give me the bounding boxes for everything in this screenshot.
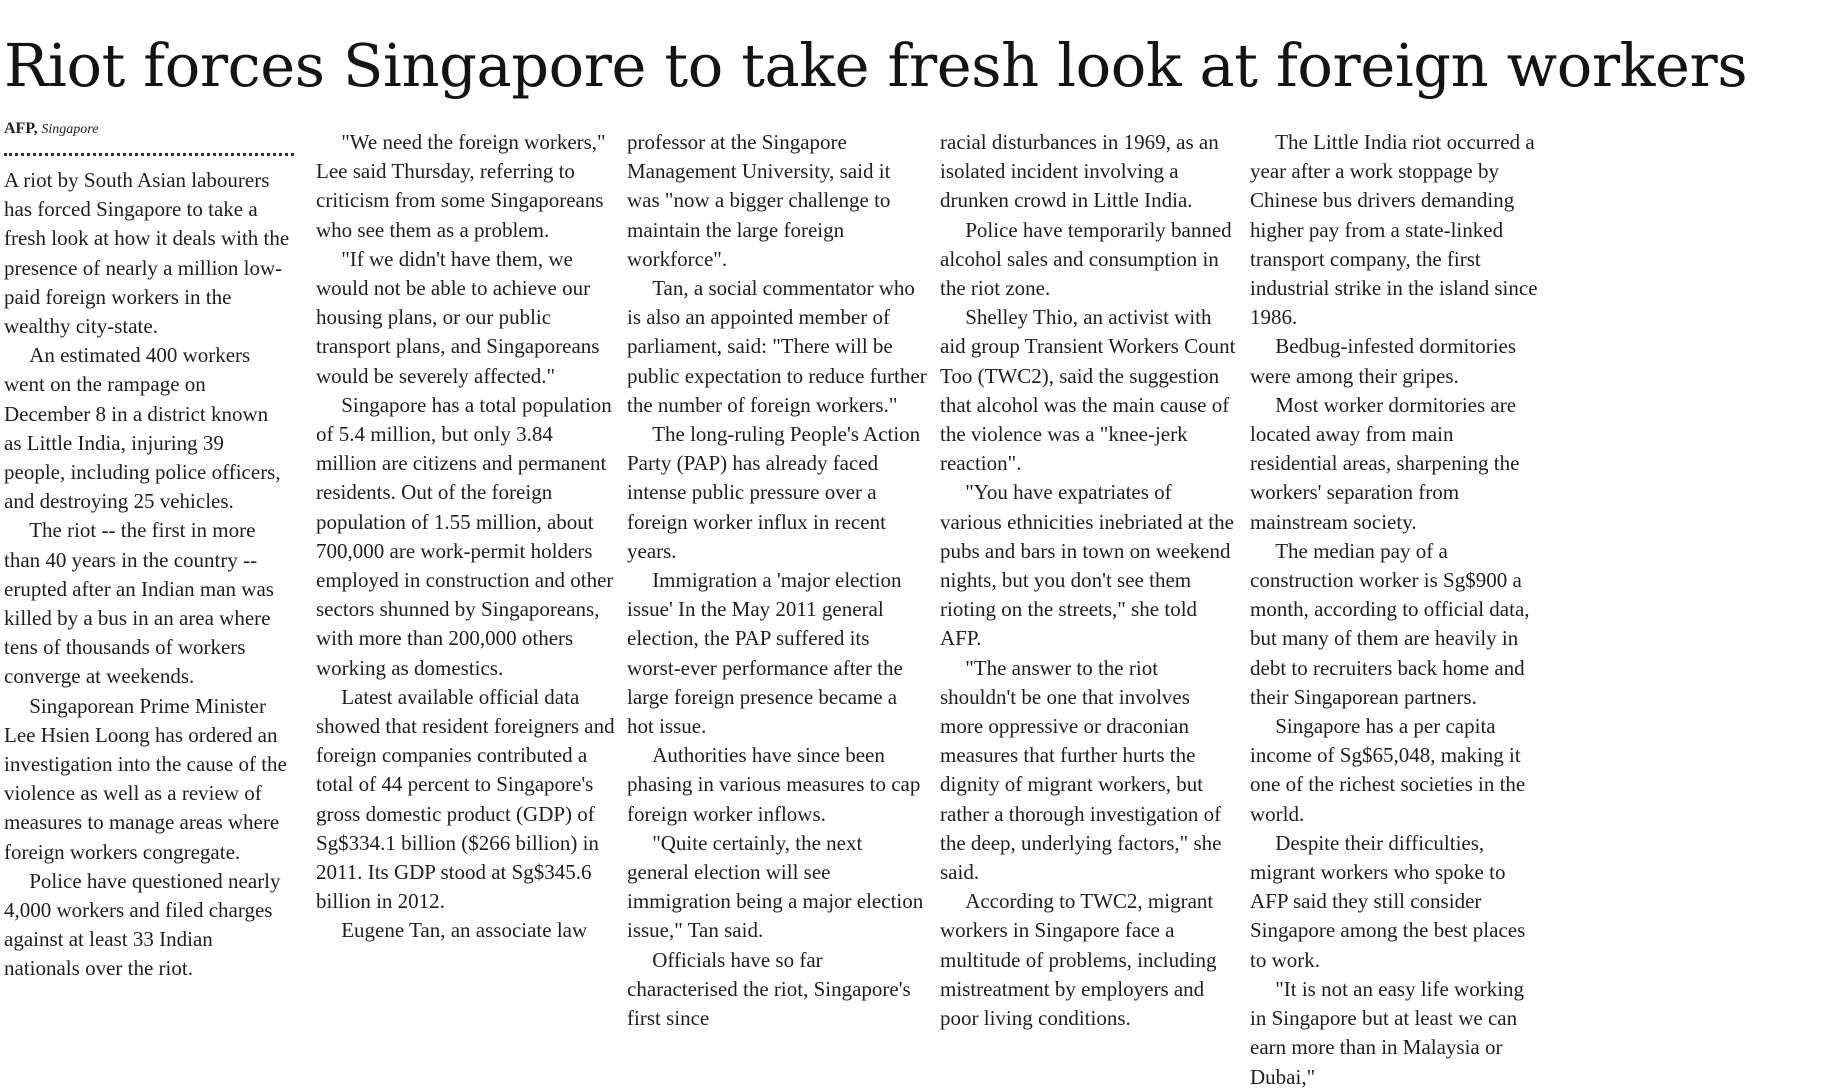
paragraph: Singapore has a per capita income of Sg$65,048, making it one of the richest societies in the world.	[1250, 714, 1526, 826]
paragraph: Tan, a social commentator who is also an appointed member of parliament, said: "There will be public expectation to reduce further the number of foreign workers."	[627, 276, 927, 417]
paragraph: An estimated 400 workers went on the rampage on December 8 in a district known as Little India, injuring 39 people, including police officers, and destroying 25 vehicles.	[4, 343, 281, 514]
byline-divider	[4, 143, 294, 156]
paragraph: Officials have so far characterised the riot, Singapore's first since	[627, 947, 911, 1031]
article-column-3	[627, 128, 927, 1031]
paragraph: According to TWC2, migrant workers in Singapore face a multitude of problems, including mistreatment by employers and poor living conditions.	[940, 889, 1217, 1031]
byline-agency: AFP,	[4, 120, 38, 137]
paragraph: The Little India riot occurred a year after a work stoppage by Chinese bus drivers demanding higher pay from a state-linked transport company, the first industrial strike in the island since 1986.	[1250, 130, 1538, 330]
headline: Riot forces Singapore to take fresh look at foreign workers	[4, 31, 1748, 100]
paragraph: The median pay of a construction worker is Sg$900 a month, according to official data, but many of them are heavily in debt to recruiters back home and their Singaporean partners.	[1250, 538, 1530, 709]
article-column-2	[316, 128, 616, 943]
paragraph: Most worker dormitories are located away from main residential areas, sharpening the workers' separation from mainstream society.	[1250, 392, 1520, 534]
paragraph: Police have questioned nearly 4,000 workers and filed charges against at least 33 Indian nationals over the riot.	[4, 868, 281, 981]
article-column-1	[4, 116, 290, 981]
byline-place: Singapore	[41, 122, 99, 137]
paragraph: Despite their difficulties, migrant workers who spoke to AFP said they still consider Singapore among the best places to work.	[1250, 830, 1526, 972]
paragraph: Authorities have since been phasing in various measures to cap foreign worker inflows.	[627, 743, 921, 826]
paragraph: "It is not an easy life working in Singapore but at least we can earn more than in Malaysia or Dubai,"	[1250, 976, 1525, 1089]
article-column-5	[1250, 128, 1542, 1089]
paragraph: "The answer to the riot shouldn't be one that involves more oppressive or draconian measures that further hurts the dignity of migrant workers, but rather a thorough investigation of the deep, underlying factors," she said.	[940, 655, 1222, 885]
paragraph: Singapore has a total population of 5.4 million, but only 3.84 million are citizens and permanent residents. Out of the foreign population of 1.55 million, about 700,000 are work-permit holders employed in construction and other sectors shunned by Singaporeans, with more than 200,000 others working as domestics.	[316, 392, 614, 680]
paragraph: Bedbug-infested dormitories were among their gripes.	[1250, 334, 1517, 388]
paragraph: "Quite certainly, the next general election will see immigration being a major election issue," Tan said.	[627, 830, 924, 943]
paragraph: Police have temporarily banned alcohol sales and consumption in the riot zone.	[940, 217, 1232, 301]
byline	[4, 116, 290, 143]
article-column-4	[940, 128, 1236, 1031]
paragraph: Singaporean Prime Minister Lee Hsien Loong has ordered an investigation into the cause of the violence as well as a review of measures to manage areas where foreign workers congregate.	[4, 693, 287, 864]
paragraph: "You have expatriates of various ethnicities inebriated at the pubs and bars in town on weekend nights, but you don't see them rioting on the streets," she told AFP.	[940, 480, 1234, 651]
paragraph: A riot by South Asian labourers has forced Singapore to take a fresh look at how it deals with the presence of nearly a million low-paid foreign workers in the wealthy city-state.	[4, 168, 290, 339]
paragraph: Latest available official data showed that resident foreigners and foreign companies contributed a total of 44 percent to Singapore's gross domestic product (GDP) of Sg$334.1 billion ($266 billion) in 2011. Its GDP stood at Sg$345.6 billion in 2012.	[316, 684, 615, 914]
paragraph: racial disturbances in 1969, as an isolated incident involving a drunken crowd in Little India.	[940, 130, 1219, 213]
paragraph: Shelley Thio, an activist with aid group Transient Workers Count Too (TWC2), said the suggestion that alcohol was the main cause of the violence was a "knee-jerk reaction".	[940, 305, 1236, 476]
paragraph: The riot -- the first in more than 40 years in the country -- erupted after an Indian man was killed by a bus in an area where tens of thousands of workers converge at weekends.	[4, 518, 274, 689]
paragraph: "If we didn't have them, we would not be able to achieve our housing plans, or our public transport plans, and Singaporeans would be severely affected."	[316, 246, 600, 388]
paragraph: "We need the foreign workers," Lee said Thursday, referring to criticism from some Singaporeans who see them as a problem.	[316, 130, 606, 242]
paragraph: professor at the Singapore Management University, said it was "now a bigger challenge to maintain the large foreign workforce".	[627, 130, 891, 271]
paragraph: Immigration a 'major election issue' In the May 2011 general election, the PAP suffered its worst-ever performance after the large foreign presence became a hot issue.	[627, 568, 903, 739]
paragraph: The long-ruling People's Action Party (PAP) has already faced intense public pressure over a foreign worker influx in recent years.	[627, 422, 921, 563]
paragraph: Eugene Tan, an associate law	[341, 918, 588, 943]
